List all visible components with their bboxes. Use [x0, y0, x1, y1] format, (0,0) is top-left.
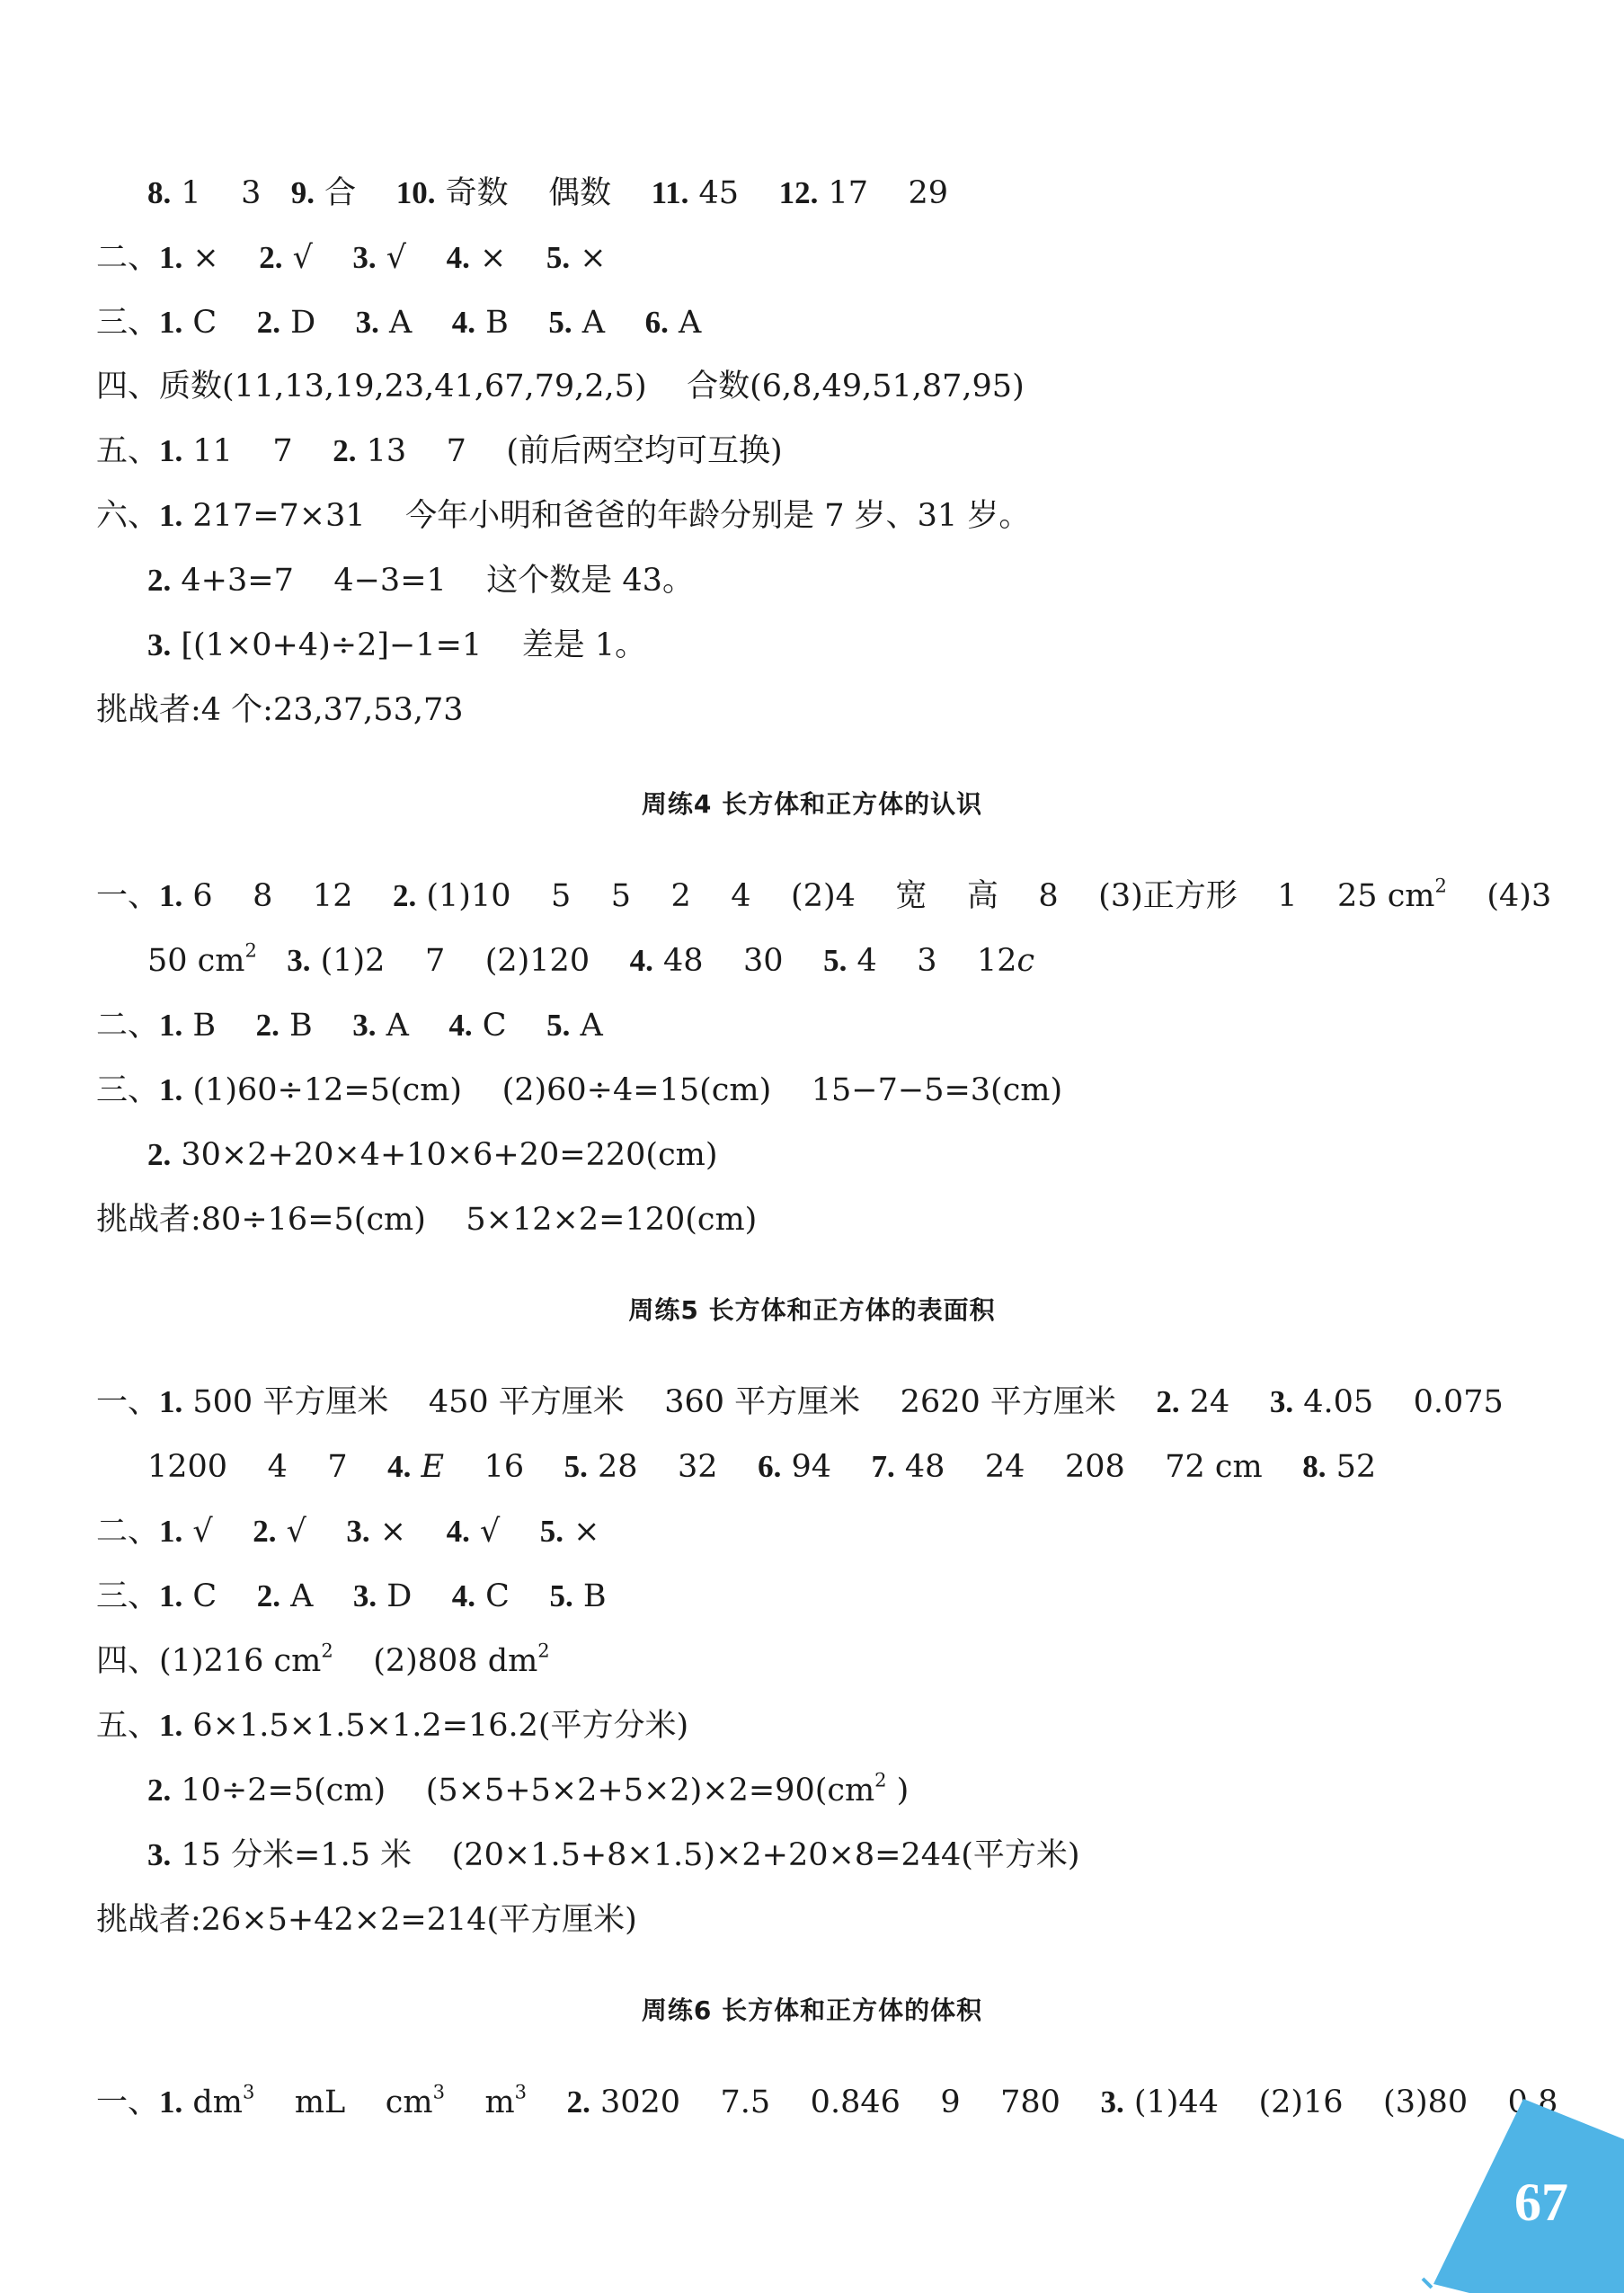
question-number: 2.	[255, 1008, 280, 1043]
question-number: 4.	[451, 1578, 476, 1613]
answer-text: 4.05 0.075	[1293, 1384, 1504, 1420]
answer-text: C	[472, 1008, 547, 1044]
answer-text: √	[282, 240, 353, 276]
answer-text: 11 7	[182, 433, 333, 469]
answer-text: (1)44 (2)16 (3)80 0.8	[1123, 2084, 1558, 2120]
answer-text: ×	[570, 240, 607, 276]
answer-text: A	[378, 305, 452, 341]
answer-text: (4)3	[1446, 878, 1552, 914]
question-number: 9.	[290, 175, 315, 210]
question-number: 4.	[629, 943, 653, 978]
answer-text: 一、	[96, 1384, 160, 1420]
answer-text: 48 24 208 72 cm	[894, 1449, 1303, 1485]
answer-text	[527, 2084, 567, 2120]
answer-text: 五、	[96, 433, 160, 469]
answer-text: 30×2+20×4+10×6+20=220(cm)	[171, 1137, 718, 1173]
question-number: 2.	[1156, 1384, 1180, 1419]
answer-text: (1)2 7 (2)120	[310, 943, 630, 979]
question-number: 5.	[564, 1449, 588, 1484]
question-number: 12.	[778, 175, 819, 210]
title-week6: 周练6 长方体和正方体的体积	[641, 1995, 983, 2025]
answer-text: A	[668, 305, 702, 341]
question-number: 1.	[159, 1008, 183, 1043]
answer-text: A	[570, 1008, 603, 1044]
question-number: 6.	[758, 1449, 782, 1484]
answer-text: c	[1016, 943, 1035, 979]
question-number: 3.	[352, 1578, 377, 1613]
answer-text: √	[276, 1514, 347, 1550]
question-number: 5.	[823, 943, 847, 978]
question-number: 1.	[159, 433, 183, 468]
answer-line-w5-l2	[147, 1447, 1376, 1487]
question-number: 3.	[287, 943, 311, 978]
answer-text: √	[376, 240, 447, 276]
question-number: 2.	[147, 1773, 172, 1808]
question-number: 4.	[451, 305, 476, 340]
answer-text: 45	[688, 175, 779, 211]
answer-text: )	[886, 1773, 910, 1809]
superscript: 2	[321, 1640, 333, 1662]
answer-line-prev-l4	[96, 367, 1025, 406]
answer-text: C	[182, 305, 257, 341]
answer-line-w5-l3	[96, 1512, 600, 1551]
answer-text: (2)808 dm	[333, 1643, 538, 1679]
question-number: 7.	[871, 1449, 895, 1484]
answer-text: 94	[781, 1449, 872, 1485]
answer-line-w4-l2	[147, 941, 1034, 981]
question-number: 4.	[448, 1008, 473, 1043]
answer-text: √	[182, 1514, 253, 1550]
question-number: 2.	[333, 433, 357, 468]
answer-text: (1)60÷12=5(cm) (2)60÷4=15(cm) 15−7−5=3(cm)	[182, 1072, 1063, 1108]
answer-text: 17 29	[818, 175, 949, 211]
question-number: 3.	[352, 240, 377, 275]
answer-text: D	[377, 1578, 452, 1614]
answer-text: 10÷2=5(cm) (5×5+5×2+5×2)×2=90(cm	[171, 1773, 875, 1809]
answer-text: D	[280, 305, 356, 341]
question-number: 5.	[548, 305, 572, 340]
answer-text: 6 8 12	[182, 878, 393, 914]
answer-text: [(1×0+4)÷2]−1=1 差是 1。	[171, 627, 647, 663]
question-number: 1.	[159, 878, 183, 913]
answer-text: 一、	[96, 878, 160, 914]
question-number: 1.	[159, 1514, 183, 1549]
answer-text: mL cm	[254, 2084, 433, 2120]
answer-text	[411, 1449, 421, 1485]
question-number: 8.	[1302, 1449, 1327, 1484]
answer-line-w4-l4	[96, 1071, 1062, 1110]
question-number: 6.	[644, 305, 669, 340]
question-number: 8.	[147, 175, 172, 210]
answer-text: 4 3 12	[847, 943, 1017, 979]
answer-text: 四、质数(11,13,19,23,41,67,79,2,5) 合数(6,8,49,51,87,95)	[96, 369, 1025, 404]
answer-text: 1200 4 7	[147, 1449, 388, 1485]
answer-line-w5-l1	[96, 1382, 1504, 1422]
answer-text: m	[444, 2084, 515, 2120]
question-number: 1.	[159, 498, 183, 533]
answer-text: 6×1.5×1.5×1.2=16.2(平方分米)	[182, 1708, 689, 1744]
answer-line-w4-l1	[96, 876, 1551, 916]
answer-text: 三、	[96, 305, 160, 341]
answer-text: 16	[444, 1449, 564, 1485]
answer-text: 一、	[96, 2084, 160, 2120]
question-number: 1.	[159, 305, 183, 340]
question-number: 3.	[352, 1008, 377, 1043]
superscript: 2	[874, 1769, 887, 1791]
answer-text: √	[469, 1514, 540, 1550]
question-number: 10.	[395, 175, 436, 210]
question-number: 5.	[549, 1578, 573, 1613]
question-number: 2.	[253, 1514, 277, 1549]
question-number: 2.	[147, 563, 172, 598]
answer-text: 二、	[96, 1008, 160, 1044]
answer-text: 24	[1179, 1384, 1270, 1420]
answer-text: E	[421, 1449, 445, 1485]
question-number: 5.	[539, 1514, 564, 1549]
answer-text: 15 分米=1.5 米 (20×1.5+8×1.5)×2+20×8=244(平方米)	[171, 1837, 1080, 1873]
answer-line-w6-l1	[96, 2083, 1557, 2122]
answer-text: B	[572, 1578, 607, 1614]
answer-line-w5-l4	[96, 1577, 607, 1616]
superscript: 2	[1434, 875, 1447, 897]
page-number: 67	[1514, 2173, 1568, 2232]
answer-text: 52	[1326, 1449, 1377, 1485]
question-number: 1.	[159, 2084, 183, 2120]
answer-line-w5-l6	[96, 1706, 688, 1746]
answer-text: (1)10 5 5 2 4 (2)4 宽 高 8 (3)正方形 1 25 cm	[416, 878, 1435, 914]
question-number: 4.	[387, 1449, 412, 1484]
question-number: 1.	[159, 1384, 183, 1419]
question-number: 3.	[147, 1837, 172, 1872]
answer-text: ×	[469, 240, 546, 276]
question-number: 1.	[159, 1072, 183, 1107]
answer-line-prev-l8	[147, 626, 646, 665]
answer-text: 1 3	[171, 175, 291, 211]
answer-text: 三、	[96, 1578, 160, 1614]
answer-text: 五、	[96, 1708, 160, 1744]
answer-text: 二、	[96, 1514, 160, 1550]
answer-text: B	[279, 1008, 353, 1044]
answer-line-w4-challenge	[96, 1200, 757, 1240]
question-number: 4.	[446, 240, 470, 275]
answer-text: 四、(1)216 cm	[96, 1643, 322, 1679]
answer-text: B	[475, 305, 549, 341]
answer-text: dm	[182, 2084, 243, 2120]
question-number: 3.	[346, 1514, 370, 1549]
answer-line-prev-l6	[96, 496, 1030, 536]
answer-line-w5-l5	[96, 1641, 550, 1681]
question-number: 11.	[651, 175, 689, 210]
answer-line-w5-l8	[147, 1835, 1080, 1875]
answer-text: A	[280, 1578, 353, 1614]
question-number: 5.	[546, 1008, 571, 1043]
superscript: 2	[537, 1640, 550, 1662]
answer-text: 挑战者:80÷16=5(cm) 5×12×2=120(cm)	[96, 1202, 758, 1238]
superscript: 2	[244, 939, 257, 962]
answer-text: 六、	[96, 498, 160, 534]
answer-line-w5-l7	[147, 1771, 909, 1810]
answer-text: A	[376, 1008, 449, 1044]
title-week5: 周练5 长方体和正方体的表面积	[628, 1295, 996, 1325]
question-number: 5.	[546, 240, 571, 275]
answer-line-prev-l7	[147, 561, 694, 600]
answer-text: 奇数 偶数	[435, 175, 652, 211]
answer-text: 合	[315, 175, 396, 211]
answer-text: 500 平方厘米 450 平方厘米 360 平方厘米 2620 平方厘米	[182, 1384, 1157, 1420]
question-number: 3.	[1269, 1384, 1294, 1419]
question-number: 1.	[159, 240, 183, 275]
answer-text: C	[182, 1578, 257, 1614]
answer-text: 217=7×31 今年小明和爸爸的年龄分别是 7 岁、31 岁。	[182, 498, 1031, 534]
answer-text: 50 cm	[147, 943, 245, 979]
question-number: 1.	[159, 1578, 183, 1613]
answer-text: B	[182, 1008, 256, 1044]
question-number: 3.	[355, 305, 379, 340]
answer-text: 挑战者:4 个:23,37,53,73	[96, 692, 464, 728]
question-number: 2.	[256, 305, 280, 340]
answer-line-prev-l3	[96, 303, 701, 342]
answer-line-prev-l2	[96, 238, 607, 278]
question-number: 4.	[446, 1514, 470, 1549]
answer-line-w4-l3	[96, 1006, 603, 1045]
question-number: 2.	[259, 240, 283, 275]
answer-text: C	[475, 1578, 550, 1614]
question-number: 2.	[392, 878, 417, 913]
question-number: 1.	[159, 1708, 183, 1743]
answer-line-prev-l5	[96, 431, 783, 471]
answer-text: 二、	[96, 240, 160, 276]
question-number: 3.	[1100, 2084, 1124, 2120]
answer-text: 3020 7.5 0.846 9 780	[590, 2084, 1101, 2120]
answer-text: ×	[369, 1514, 447, 1550]
title-week4: 周练4 长方体和正方体的认识	[641, 789, 983, 819]
answer-line-w5-challenge	[96, 1900, 637, 1940]
answer-line-prev-challenge	[96, 690, 464, 730]
superscript: 3	[432, 2081, 445, 2103]
answer-text	[257, 943, 287, 979]
question-number: 2.	[147, 1137, 172, 1172]
question-number: 2.	[256, 1578, 280, 1613]
answer-text: 4+3=7 4−3=1 这个数是 43。	[171, 563, 694, 599]
answer-text: 48 30	[652, 943, 824, 979]
answer-text: A	[572, 305, 645, 341]
superscript: 3	[242, 2081, 255, 2103]
question-number: 2.	[566, 2084, 590, 2120]
answer-text: 28 32	[587, 1449, 759, 1485]
superscript: 3	[514, 2081, 528, 2103]
answer-line-w4-l5	[147, 1135, 718, 1175]
answer-line-prev-l1	[147, 173, 948, 213]
answer-text: 三、	[96, 1072, 160, 1108]
answer-text: 13 7 (前后两空均可互换)	[356, 433, 783, 469]
question-number: 3.	[147, 627, 172, 662]
answer-text: 挑战者:26×5+42×2=214(平方厘米)	[96, 1902, 637, 1938]
answer-text: ×	[182, 240, 260, 276]
answer-text: ×	[564, 1514, 600, 1550]
